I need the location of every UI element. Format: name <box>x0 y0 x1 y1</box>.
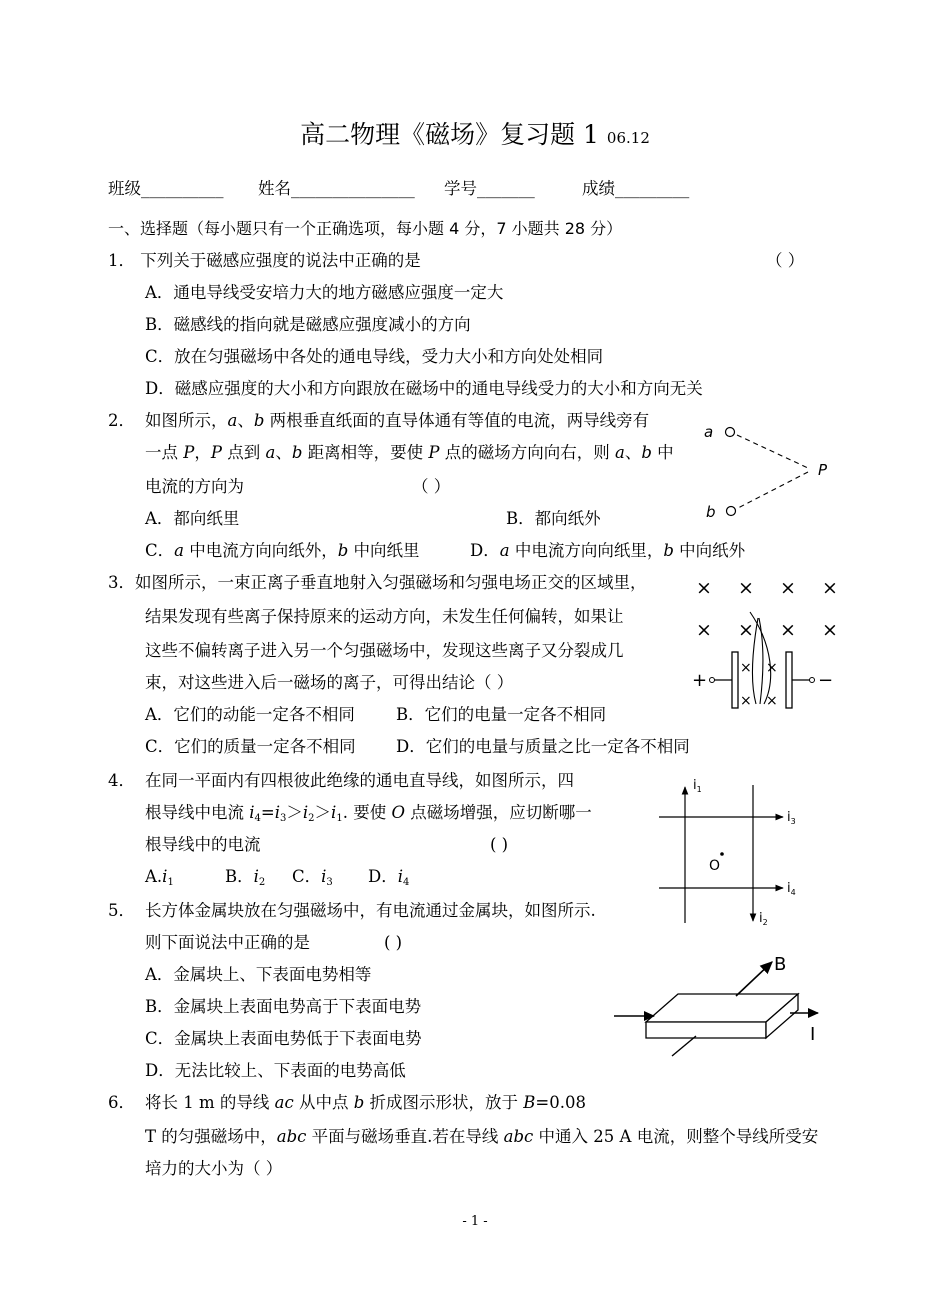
q3-figure <box>690 572 850 712</box>
svg-text:i3: $i_3$ <box>787 810 796 826</box>
q6-number: 6． <box>108 1093 135 1112</box>
q2-line1: 如图所示，a、b 两根垂直纸面的直导体通有等值的电流，两导线旁有 <box>145 411 650 430</box>
title-main: 高二物理《磁场》复习题 1 <box>300 120 599 149</box>
q5-figure <box>612 950 842 1060</box>
q1-option-d: D．磁感应强度的大小和方向跟放在磁场中的通电导线受力的大小和方向无关 <box>145 379 703 398</box>
q1-option-a: A．通电导线受安培力大的地方磁感应强度一定大 <box>145 283 504 302</box>
q4-line1: 在同一平面内有四根彼此绝缘的通电直导线，如图所示，四 <box>145 771 574 790</box>
q3-fig-cross: × <box>780 619 796 641</box>
page-title <box>0 118 950 155</box>
q3-fig-cross: × <box>822 619 838 641</box>
q2-fig-dash-a <box>737 435 808 468</box>
section-heading: 一、选择题（每小题只有一个正确选项，每小题 4 分，7 小题共 28 分） <box>108 219 623 238</box>
q5-option-a: A．金属块上、下表面电势相等 <box>145 965 372 984</box>
q2-fig-wire-b <box>727 507 736 516</box>
q3-fig-plate-crosses <box>740 660 778 709</box>
q2-option-c: C．a 中电流方向向纸外，b 中向纸里 <box>145 541 420 560</box>
q3-option-b: B．它们的电量一定各不相同 <box>396 705 607 724</box>
q4-line3: 根导线中的电流 <box>145 835 261 854</box>
q5-fig-label-b: B <box>774 954 787 975</box>
class-field: 班级__________ <box>108 179 224 198</box>
q3-fig-cross: × <box>822 577 838 599</box>
q3-line3: 这些不偏转离子进入另一个匀强磁场中，发现这些离子又分裂成几 <box>145 641 624 660</box>
q4-number: 4． <box>108 771 135 790</box>
svg-text:i1: $i_1$ <box>693 778 702 794</box>
q4-figure <box>655 775 815 935</box>
q5-answer-bracket: ( ) <box>384 933 403 952</box>
q2-fig-label-p: P <box>818 461 828 479</box>
svg-text:i4: $i_4$ <box>787 881 796 897</box>
q5-fig-label-i: I <box>810 1024 816 1045</box>
q6-line2: T 的匀强磁场中，abc 平面与磁场垂直.若在导线 abc 中通入 25 A 电流，则整个导线所受安 <box>145 1127 819 1146</box>
q2-figure <box>700 418 845 523</box>
q3-fig-cross: × <box>766 660 778 676</box>
q4-option-c: C．$i_3$ <box>292 867 333 888</box>
q3-fig-plate-right <box>786 652 792 708</box>
q2-fig-label-a: a <box>704 423 714 441</box>
page-number: - 1 - <box>462 1214 488 1229</box>
q4-fig-point-o: O <box>709 858 721 874</box>
q3-line1: 3．如图所示，一束正离子垂直地射入匀强磁场和匀强电场正交的区域里， <box>108 573 647 592</box>
q3-fig-cross: × <box>738 577 754 599</box>
q3-fig-plate-left <box>732 652 738 708</box>
q2-option-a: A．都向纸里 <box>145 509 240 528</box>
q5-fig-b-field <box>672 1036 696 1056</box>
q4-line2: 根导线中电流 $i_4=i_3>i_2>i_1$. 要使 O 点磁场增强，应切断哪一 <box>145 803 592 824</box>
q6-line1: 将长 1 m 的导线 ac 从中点 b 折成图示形状，放于 B=0.08 <box>145 1093 586 1112</box>
q1-option-b: B．磁感线的指向就是磁感应强度减小的方向 <box>145 315 471 334</box>
q3-fig-cross: × <box>740 660 752 676</box>
q5-line1: 长方体金属块放在匀强磁场中，有电流通过金属块，如图所示. <box>145 901 596 920</box>
q4-option-a: $A.i_1$ <box>145 867 174 888</box>
q4-answer-bracket: ( ) <box>490 835 509 854</box>
q3-fig-cross: × <box>780 577 796 599</box>
title-date: 06.12 <box>606 129 650 147</box>
q4-option-b: B．$i_2$ <box>225 867 266 888</box>
q5-option-c: C．金属块上表面电势低于下表面电势 <box>145 1029 422 1048</box>
q2-fig-label-b: b <box>706 503 716 521</box>
q2-fig-wire-a <box>726 428 735 437</box>
q2-line3: 电流的方向为 <box>145 477 244 496</box>
q3-fig-field-crosses <box>696 577 838 641</box>
q2-number: 2． <box>108 411 135 430</box>
q3-fig-cross: × <box>696 577 712 599</box>
q6-line3: 培力的大小为（ ） <box>145 1159 283 1178</box>
q3-fig-plus: + <box>692 670 708 691</box>
svg-text:i2: $i_2$ <box>759 911 768 927</box>
q2-answer-bracket: （ ） <box>412 477 451 496</box>
q3-fig-cross: × <box>738 619 754 641</box>
q3-fig-minus: − <box>818 670 834 691</box>
q5-fig-block-front <box>646 1022 766 1038</box>
score-field: 成绩_________ <box>582 179 690 198</box>
q1-option-c: C．放在匀强磁场中各处的通电导线，受力大小和方向处处相同 <box>145 347 604 366</box>
q3-line4: 束，对这些进入后一磁场的离子，可得出结论（ ） <box>145 673 514 692</box>
q5-number: 5． <box>108 901 135 920</box>
q3-option-a: A．它们的动能一定各不相同 <box>145 705 355 724</box>
student-id-field: 学号_______ <box>444 179 535 198</box>
q5-line2: 则下面说法中正确的是 <box>145 933 310 952</box>
q4-option-d: D．$i_4$ <box>368 867 410 888</box>
q3-option-d: D．它们的电量与质量之比一定各不相同 <box>396 737 690 756</box>
q5-option-d: D．无法比较上、下表面的电势高低 <box>145 1061 406 1080</box>
q3-line2: 结果发现有些离子保持原来的运动方向，未发生任何偏转，如果让 <box>145 607 624 626</box>
q2-line2: 一点 P，P 点到 a、b 距离相等，要使 P 点的磁场方向向右，则 a、b 中 <box>145 443 674 462</box>
q1-stem: 1． 下列关于磁感应强度的说法中正确的是 <box>108 251 421 270</box>
name-field: 姓名_______________ <box>258 179 415 198</box>
q2-option-b: B．都向纸外 <box>506 509 601 528</box>
q2-option-d: D．a 中电流方向向纸里，b 中向纸外 <box>470 541 746 560</box>
q3-fig-cross: × <box>740 693 752 709</box>
q3-fig-cross: × <box>696 619 712 641</box>
q3-fig-cross: × <box>766 693 778 709</box>
q3-option-c: C．它们的质量一定各不相同 <box>145 737 356 756</box>
q5-option-b: B．金属块上表面电势高于下表面电势 <box>145 997 422 1016</box>
q2-fig-dash-b <box>738 472 808 508</box>
q1-answer-bracket: （ ） <box>766 251 805 270</box>
